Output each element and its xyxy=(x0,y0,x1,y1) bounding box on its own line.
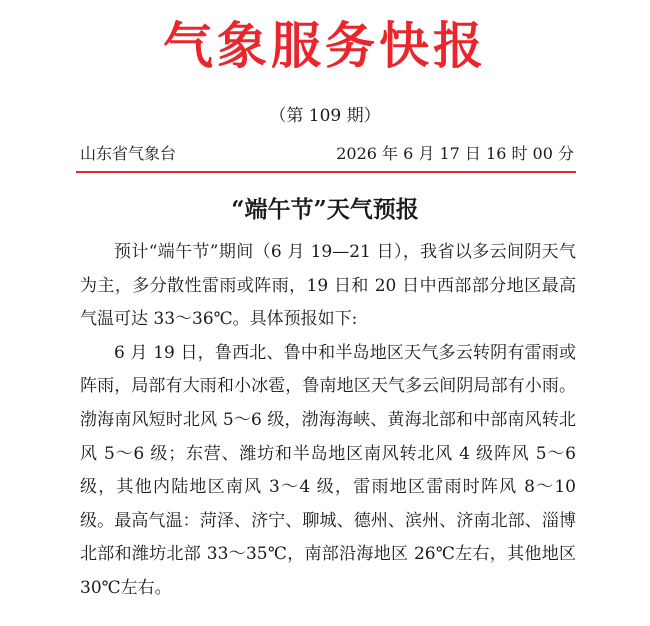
document-body xyxy=(80,236,576,606)
masthead-title: 气象服务快报 xyxy=(163,16,487,75)
red-divider xyxy=(76,171,576,173)
issuer-name: 山东省气象台 xyxy=(80,144,177,163)
issue-datetime: 2026 年 6 月 17 日 16 时 00 分 xyxy=(336,144,574,163)
body-paragraph: 6 月 19 日，鲁西北、鲁中和半岛地区天气多云转阴有雷雨或阵雨，局部有大雨和小冰雹，鲁南地区天气多云间阴局部有小雨。渤海南风短时北风 5～6 级，渤海海峡、黄海北部和中部南风转北风 5～6 级；东营、潍坊和半岛地区南风转北风 4 级阵风 5～6 级，其他内陆地区南风 3～4 级，雷雨地区雷雨时阵风 8～10 级。最高气温：菏泽、济宁、聊城、德州、滨州、济南北部、淄博北部和潍坊北部 33～35℃，南部沿海地区 26℃左右，其他地区 30℃左右。 xyxy=(80,342,576,598)
meta-row xyxy=(80,143,574,165)
body-paragraph: 预计“端午节”期间（6 月 19—21 日），我省以多云间阴天气为主，多分散性雷雨或阵雨，19 日和 20 日中西部部分地区最高气温可达 33～36℃。具体预报如下: xyxy=(80,242,576,330)
issue-number: （第 109 期） xyxy=(269,106,381,126)
document-title: “端午节”天气预报 xyxy=(231,196,419,223)
